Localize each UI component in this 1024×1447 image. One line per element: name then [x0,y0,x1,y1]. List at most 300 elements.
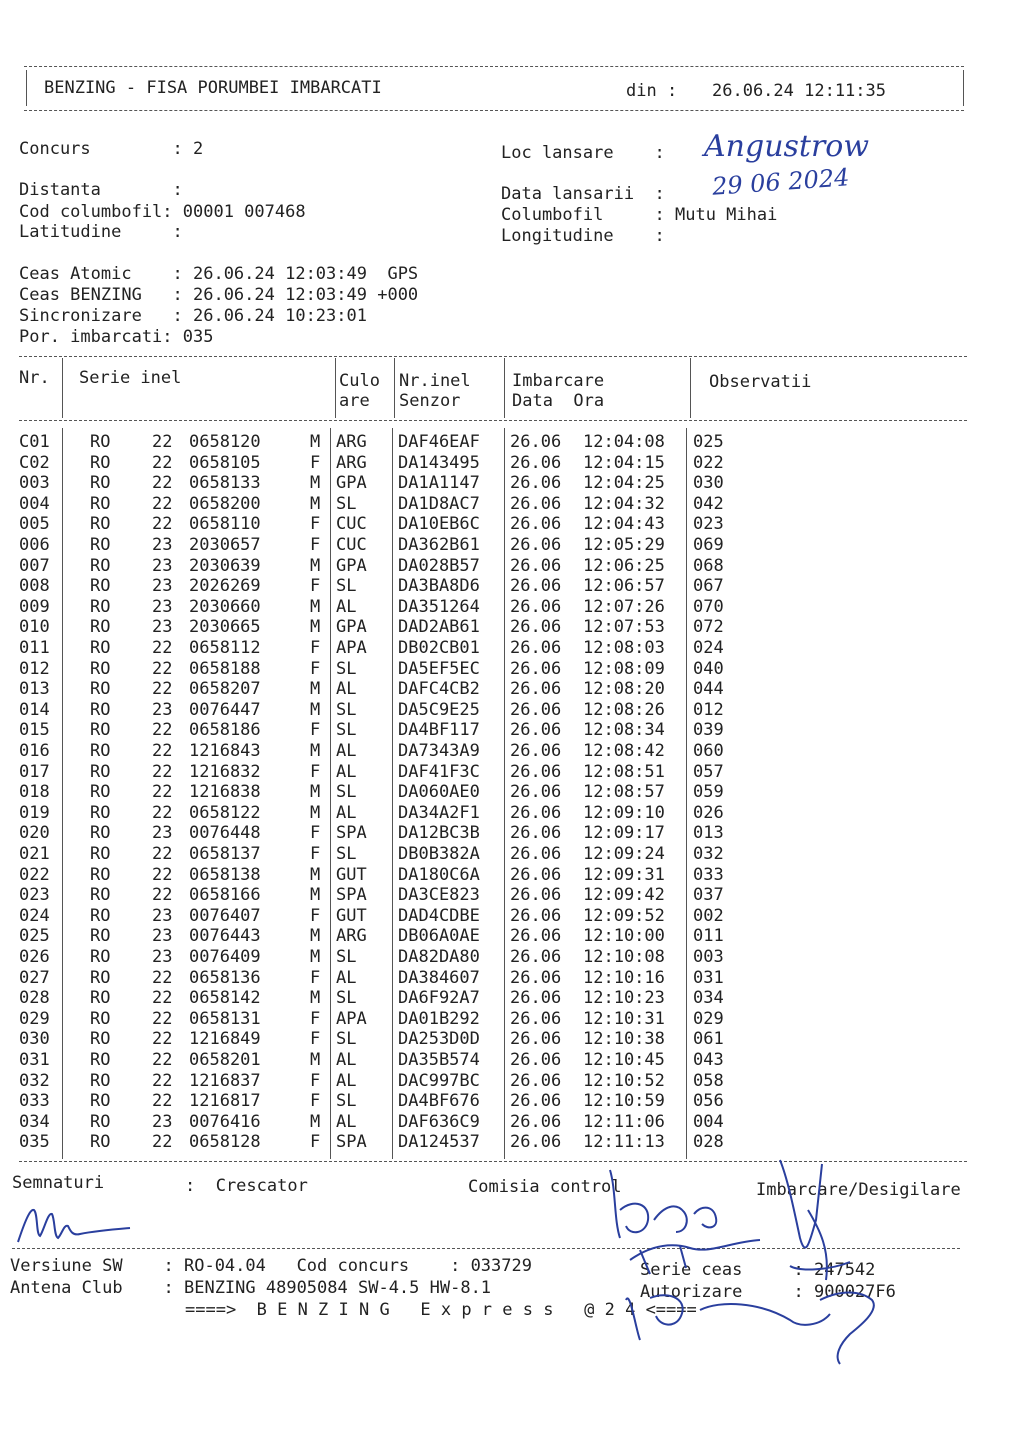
row-date: 26.06 [510,1050,562,1070]
row-country: RO [90,1050,111,1070]
row-nr: 006 [19,535,50,555]
row-ring: 0658166 [189,885,261,906]
row-observation: 043 [693,1050,724,1070]
row-date: 26.06 [510,967,562,988]
row-date: 26.06 [510,844,562,864]
row-ring: 0658133 [189,473,261,494]
row-year: 22 [152,720,173,741]
row-observation: 040 [693,658,724,679]
row-sex: M [310,864,321,885]
row-sex: F [310,844,321,864]
distanta-field: Distanta : [19,180,183,200]
row-sex: F [310,514,321,535]
row-time: 12:10:59 [583,1091,665,1112]
row-color: ARG [336,432,367,452]
row-color: SL [336,720,357,741]
body-divider [62,428,63,1159]
row-color: GPA [336,617,367,638]
row-ring: 0076407 [189,905,261,926]
crescator-signature [10,1190,140,1260]
row-date: 26.06 [510,658,562,679]
row-sensor: DA6F92A7 [398,988,480,1009]
row-sensor: DAFC4CB2 [398,679,480,700]
row-country: RO [90,1029,111,1050]
handwritten-date: 29 06 2024 [711,163,851,201]
row-sensor: DA180C6A [398,864,480,885]
row-year: 22 [152,741,173,761]
row-ring: 0658201 [189,1050,261,1070]
row-country: RO [90,1111,111,1132]
row-ring: 0076447 [189,699,261,720]
row-ring: 1216843 [189,741,261,761]
row-date: 26.06 [510,947,562,967]
row-color: ARG [336,452,367,473]
row-color: GUT [336,905,367,926]
row-ring: 0658138 [189,864,261,885]
row-time: 12:04:43 [583,514,665,535]
row-color: SL [336,1029,357,1050]
col-header-imbarcare-2: Data Ora [512,391,605,411]
row-color: SL [336,947,357,967]
handwritten-location: Angustrow [704,129,870,164]
row-color: SL [336,658,357,679]
row-year: 22 [152,1050,173,1070]
row-sex: F [310,638,321,658]
row-time: 12:10:38 [583,1029,665,1050]
row-color: GPA [336,473,367,494]
row-observation: 056 [693,1091,724,1112]
row-country: RO [90,514,111,535]
row-sex: F [310,1091,321,1112]
row-observation: 039 [693,720,724,741]
row-sex: M [310,555,321,576]
row-observation: 012 [693,699,724,720]
col-divider [690,358,691,418]
row-sex: F [310,576,321,597]
row-country: RO [90,823,111,844]
row-observation: 034 [693,988,724,1009]
row-sex: F [310,1132,321,1153]
benzing-express-line: ====> B E N Z I N G E x p r e s s @ 2 4 <==== [185,1300,697,1320]
row-year: 23 [152,905,173,926]
row-nr: 021 [19,844,50,864]
row-country: RO [90,452,111,473]
row-time: 12:07:26 [583,596,665,617]
row-date: 26.06 [510,679,562,700]
row-color: AL [336,1070,357,1091]
row-sensor: DB06A0AE [398,926,480,947]
row-sex: M [310,947,321,967]
row-ring: 0658110 [189,514,261,535]
row-sensor: DA3CE823 [398,885,480,906]
row-time: 12:10:08 [583,947,665,967]
row-nr: 030 [19,1029,50,1050]
row-observation: 003 [693,947,724,967]
row-country: RO [90,1091,111,1112]
row-sensor: DA01B292 [398,1008,480,1029]
row-nr: 034 [19,1111,50,1132]
row-color: GPA [336,555,367,576]
row-nr: 004 [19,493,50,514]
ceas-atomic-field: Ceas Atomic : 26.06.24 12:03:49 GPS [19,264,419,284]
row-observation: 028 [693,1132,724,1153]
row-time: 12:04:32 [583,493,665,514]
row-ring: 1216838 [189,782,261,803]
loc-lansare-field: Loc lansare : [501,143,665,163]
row-time: 12:08:03 [583,638,665,658]
row-country: RO [90,473,111,494]
row-nr: 026 [19,947,50,967]
row-date: 26.06 [510,864,562,885]
row-sensor: DAF46EAF [398,432,480,452]
row-sensor: DAD2AB61 [398,617,480,638]
row-time: 12:09:42 [583,885,665,906]
row-country: RO [90,493,111,514]
row-nr: 011 [19,638,50,658]
row-year: 22 [152,658,173,679]
row-date: 26.06 [510,720,562,741]
row-country: RO [90,576,111,597]
row-sensor: DA4BF676 [398,1091,480,1112]
row-nr: 012 [19,658,50,679]
col-header-observatii: Observatii [709,372,812,392]
versiune-sw-line: Versiune SW : RO-04.04 Cod concurs : 033729 [10,1256,532,1276]
row-sensor: DA351264 [398,596,480,617]
row-sex: M [310,988,321,1009]
row-time: 12:11:06 [583,1111,665,1132]
row-nr: 033 [19,1091,50,1112]
row-observation: 067 [693,576,724,597]
row-date: 26.06 [510,493,562,514]
row-observation: 011 [693,926,724,947]
row-time: 12:10:23 [583,988,665,1009]
row-ring: 0658122 [189,802,261,823]
row-sex: M [310,679,321,700]
row-ring: 0658128 [189,1132,261,1153]
row-year: 23 [152,823,173,844]
serie-ceas-line: Serie ceas : 247542 [640,1260,876,1280]
row-color: SL [336,576,357,597]
row-year: 22 [152,864,173,885]
crescator-label: : Crescator [185,1176,308,1196]
row-sensor: DAD4CDBE [398,905,480,926]
row-sex: M [310,473,321,494]
row-color: APA [336,638,367,658]
row-sex: M [310,926,321,947]
row-year: 23 [152,617,173,638]
col-header-serie: Serie inel [79,368,182,388]
row-observation: 029 [693,1008,724,1029]
por-imbarcati-field: Por. imbarcati: 035 [19,327,214,347]
row-ring: 0658186 [189,720,261,741]
row-nr: 005 [19,514,50,535]
row-time: 12:08:51 [583,761,665,782]
row-time: 12:09:24 [583,844,665,864]
row-nr: 028 [19,988,50,1009]
row-color: SL [336,782,357,803]
imbarcare-desigilare-label: Imbarcare/Desigilare [756,1180,961,1200]
row-sensor: DA82DA80 [398,947,480,967]
row-sensor: DA10EB6C [398,514,480,535]
row-country: RO [90,432,111,452]
row-country: RO [90,638,111,658]
row-nr: 008 [19,576,50,597]
row-nr: 009 [19,596,50,617]
row-ring: 0076448 [189,823,261,844]
row-year: 22 [152,802,173,823]
autorizare-line: Autorizare : 900027F6 [640,1282,896,1302]
row-year: 22 [152,1029,173,1050]
row-year: 22 [152,638,173,658]
row-color: AL [336,967,357,988]
row-date: 26.06 [510,1132,562,1153]
row-sensor: DA060AE0 [398,782,480,803]
row-nr: C01 [19,432,50,452]
row-date: 26.06 [510,638,562,658]
row-color: SPA [336,1132,367,1153]
header-right-border [963,70,964,106]
row-sex: M [310,432,321,452]
row-color: GUT [336,864,367,885]
col-header-nrinel-1: Nr.inel [399,371,471,391]
row-country: RO [90,1008,111,1029]
row-date: 26.06 [510,802,562,823]
row-year: 22 [152,1008,173,1029]
data-lansarii-field: Data lansarii : [501,184,665,204]
row-nr: 024 [19,905,50,926]
header-bottom-rule [24,110,964,111]
row-observation: 013 [693,823,724,844]
row-observation: 057 [693,761,724,782]
row-country: RO [90,782,111,803]
row-color: AL [336,761,357,782]
row-sex: F [310,823,321,844]
row-year: 22 [152,1132,173,1153]
row-country: RO [90,967,111,988]
row-observation: 072 [693,617,724,638]
row-time: 12:08:09 [583,658,665,679]
row-ring: 0658120 [189,432,261,452]
row-color: SPA [336,823,367,844]
row-country: RO [90,802,111,823]
row-date: 26.06 [510,761,562,782]
row-year: 22 [152,514,173,535]
row-year: 22 [152,844,173,864]
row-year: 22 [152,1091,173,1112]
row-observation: 002 [693,905,724,926]
row-ring: 1216849 [189,1029,261,1050]
row-sex: F [310,1008,321,1029]
row-date: 26.06 [510,988,562,1009]
row-sensor: DA384607 [398,967,480,988]
row-time: 12:09:10 [583,802,665,823]
row-ring: 0658112 [189,638,261,658]
row-time: 12:10:16 [583,967,665,988]
row-time: 12:10:52 [583,1070,665,1091]
row-country: RO [90,679,111,700]
row-observation: 059 [693,782,724,803]
row-date: 26.06 [510,432,562,452]
row-date: 26.06 [510,1091,562,1112]
row-time: 12:04:25 [583,473,665,494]
row-date: 26.06 [510,1111,562,1132]
row-country: RO [90,535,111,555]
header-left-border [26,70,27,106]
row-observation: 033 [693,864,724,885]
row-observation: 024 [693,638,724,658]
row-time: 12:08:20 [583,679,665,700]
row-country: RO [90,1132,111,1153]
row-date: 26.06 [510,926,562,947]
row-sensor: DA143495 [398,452,480,473]
row-sex: F [310,658,321,679]
row-ring: 0076409 [189,947,261,967]
row-sex: M [310,741,321,761]
row-time: 12:08:42 [583,741,665,761]
row-country: RO [90,658,111,679]
row-observation: 044 [693,679,724,700]
row-observation: 069 [693,535,724,555]
row-color: AL [336,802,357,823]
row-observation: 023 [693,514,724,535]
row-color: AL [336,679,357,700]
row-sensor: DA5EF5EC [398,658,480,679]
cod-columbofil-field: Cod columbofil: 00001 007468 [19,202,306,222]
row-observation: 058 [693,1070,724,1091]
row-color: SL [336,699,357,720]
row-country: RO [90,617,111,638]
columbofil-field: Columbofil : Mutu Mihai [501,205,778,225]
row-sex: F [310,1070,321,1091]
row-date: 26.06 [510,1008,562,1029]
row-year: 22 [152,761,173,782]
row-sensor: DA028B57 [398,555,480,576]
row-date: 26.06 [510,555,562,576]
row-time: 12:05:29 [583,535,665,555]
row-nr: 015 [19,720,50,741]
row-sex: F [310,535,321,555]
row-nr: 019 [19,802,50,823]
row-time: 12:06:57 [583,576,665,597]
row-country: RO [90,699,111,720]
row-nr: 031 [19,1050,50,1070]
table-bottom-rule [19,1161,967,1162]
row-nr: 027 [19,967,50,988]
row-date: 26.06 [510,535,562,555]
row-ring: 0658137 [189,844,261,864]
row-ring: 1216817 [189,1091,261,1112]
row-sex: F [310,452,321,473]
row-sensor: DAF41F3C [398,761,480,782]
row-nr: 007 [19,555,50,576]
row-time: 12:09:17 [583,823,665,844]
row-date: 26.06 [510,782,562,803]
row-year: 23 [152,1111,173,1132]
row-color: AL [336,1111,357,1132]
row-color: APA [336,1008,367,1029]
row-ring: 0658136 [189,967,261,988]
row-sex: F [310,905,321,926]
row-ring: 0658105 [189,452,261,473]
row-nr: 032 [19,1070,50,1091]
row-nr: 016 [19,741,50,761]
row-sex: M [310,885,321,906]
row-observation: 025 [693,432,724,452]
row-time: 12:09:31 [583,864,665,885]
row-date: 26.06 [510,1029,562,1050]
row-year: 22 [152,967,173,988]
row-ring: 2030665 [189,617,261,638]
row-date: 26.06 [510,699,562,720]
col-header-imbarcare-1: Imbarcare [512,371,605,391]
row-nr: 023 [19,885,50,906]
row-ring: 0658142 [189,988,261,1009]
row-country: RO [90,926,111,947]
row-sensor: DA35B574 [398,1050,480,1070]
row-observation: 070 [693,596,724,617]
row-sensor: DAF636C9 [398,1111,480,1132]
row-year: 22 [152,432,173,452]
row-country: RO [90,844,111,864]
footer-rule [12,1248,960,1249]
row-observation: 032 [693,844,724,864]
ceas-benzing-field: Ceas BENZING : 26.06.24 12:03:49 +000 [19,285,419,305]
row-year: 22 [152,988,173,1009]
row-date: 26.06 [510,514,562,535]
row-sensor: DB0B382A [398,844,480,864]
body-divider [504,428,505,1159]
col-header-culoare-2: are [339,391,370,411]
row-year: 22 [152,493,173,514]
row-country: RO [90,947,111,967]
row-year: 22 [152,679,173,700]
row-nr: 014 [19,699,50,720]
row-year: 22 [152,1070,173,1091]
row-date: 26.06 [510,741,562,761]
row-nr: 013 [19,679,50,700]
row-time: 12:11:13 [583,1132,665,1153]
row-time: 12:08:57 [583,782,665,803]
row-year: 22 [152,782,173,803]
row-time: 12:08:34 [583,720,665,741]
row-time: 12:08:26 [583,699,665,720]
row-ring: 0658131 [189,1008,261,1029]
latitudine-field: Latitudine : [19,222,183,242]
row-sex: M [310,1111,321,1132]
col-divider [62,358,63,418]
row-ring: 2030657 [189,535,261,555]
row-nr: 017 [19,761,50,782]
col-divider [394,358,395,418]
row-date: 26.06 [510,596,562,617]
row-date: 26.06 [510,823,562,844]
col-divider [504,358,505,418]
row-color: SL [336,844,357,864]
row-date: 26.06 [510,617,562,638]
row-time: 12:09:52 [583,905,665,926]
row-nr: 022 [19,864,50,885]
row-color: CUC [336,535,367,555]
row-nr: C02 [19,452,50,473]
row-observation: 068 [693,555,724,576]
row-country: RO [90,905,111,926]
row-country: RO [90,761,111,782]
row-sex: F [310,761,321,782]
row-color: SPA [336,885,367,906]
row-date: 26.06 [510,473,562,494]
longitudine-field: Longitudine : [501,226,665,246]
row-sensor: DA7343A9 [398,741,480,761]
